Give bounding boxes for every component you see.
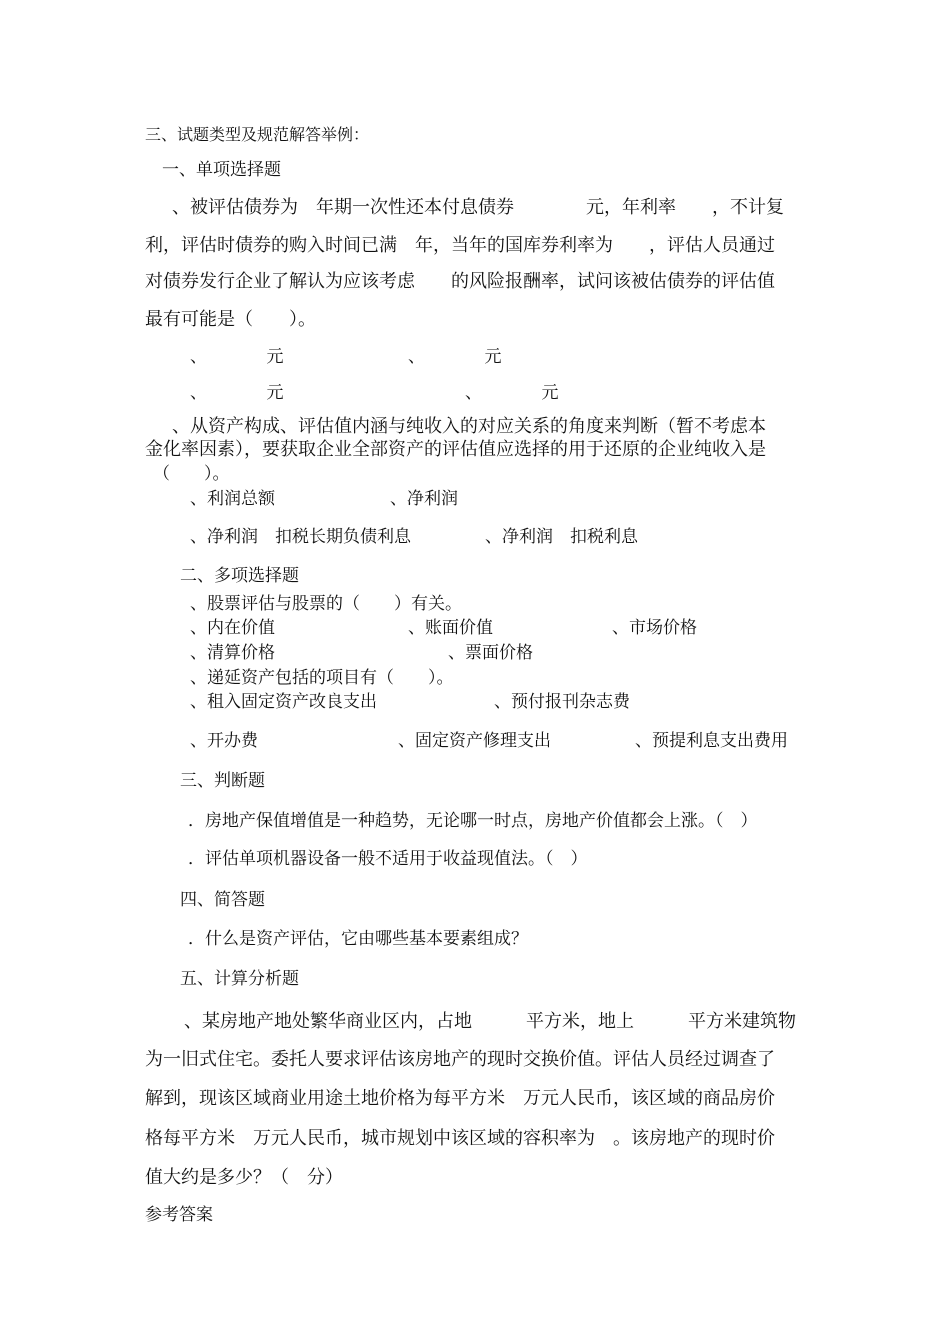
sec2-q1-option-b: 、账面价值 <box>408 618 493 638</box>
section-heading: 三、试题类型及规范解答举例： <box>145 125 370 144</box>
sec5-title: 五、计算分析题 <box>180 969 299 989</box>
sec4-title: 四、简答题 <box>180 890 265 910</box>
sec1-q2-option-b: 、净利润 <box>390 489 458 509</box>
sec1-q2-option-d: 、净利润 扣税利息 <box>485 527 638 547</box>
sec2-q2-option-b: 、预付报刊杂志费 <box>494 692 630 712</box>
sec1-q1-line2: 利，评估时债券的购入时间已满 年，当年的国库券利率为 ，评估人员通过 <box>145 235 775 256</box>
sec5-q1-line1: 、某房地产地处繁华商业区内，占地 平方米，地上 平方米建筑物 <box>184 1011 796 1032</box>
sec2-q1-option-a: 、内在价值 <box>190 618 275 638</box>
sec2-q1-option-c: 、市场价格 <box>612 618 697 638</box>
sec5-q1-line5: 值大约是多少？（ 分） <box>145 1167 343 1188</box>
sec1-q1-line1: 、被评估债券为 年期一次性还本付息债券 元，年利率 ，不计复 <box>172 197 784 218</box>
sec1-q1-line4: 最有可能是（ ）。 <box>145 309 316 330</box>
sec3-q2: ．评估单项机器设备一般不适用于收益现值法。（ ） <box>188 849 588 869</box>
sec2-q2-stem: 、递延资产包括的项目有（ ）。 <box>190 668 454 688</box>
sec1-q1-option-a: 、 元 <box>190 347 284 367</box>
sec1-q2-option-a: 、利润总额 <box>190 489 275 509</box>
sec2-q1-option-d: 、清算价格 <box>190 643 275 663</box>
sec2-title: 二、多项选择题 <box>180 566 299 586</box>
sec2-q1-option-e: 、票面价格 <box>448 643 533 663</box>
sec2-q2-option-e: 、预提利息支出费用 <box>635 731 788 751</box>
sec5-q1-line3: 解到，现该区域商业用途土地价格为每平方米 万元人民币，该区域的商品房价 <box>145 1088 775 1109</box>
sec2-q2-option-d: 、固定资产修理支出 <box>398 731 551 751</box>
sec1-title: 一、单项选择题 <box>162 160 281 180</box>
sec1-q1-line3: 对债券发行企业了解认为应该考虑 的风险报酬率，试问该被估债券的评估值 <box>145 271 775 292</box>
sec2-q2-option-c: 、开办费 <box>190 731 258 751</box>
sec5-q1-line2: 为一旧式住宅。委托人要求评估该房地产的现时交换价值。评估人员经过调查了 <box>145 1049 775 1070</box>
sec1-q1-option-d: 、 元 <box>465 383 559 403</box>
sec1-q2-option-c: 、净利润 扣税长期负债利息 <box>190 527 411 547</box>
sec2-q2-option-a: 、租入固定资产改良支出 <box>190 692 377 712</box>
sec5-q1-line4: 格每平方米 万元人民币，城市规划中该区域的容积率为 。该房地产的现时价 <box>145 1128 775 1149</box>
sec3-title: 三、判断题 <box>180 771 265 791</box>
sec1-q2-line1: 、从资产构成、评估值内涵与纯收入的对应关系的角度来判断（暂不考虑本 <box>172 416 766 437</box>
sec4-q1: ．什么是资产评估，它由哪些基本要素组成？ <box>188 929 528 949</box>
answers-label: 参考答案 <box>145 1205 213 1225</box>
sec1-q2-line3: （ ）。 <box>153 464 230 484</box>
sec1-q1-option-b: 、 元 <box>408 347 502 367</box>
sec1-q2-line2: 金化率因素），要获取企业全部资产的评估值应选择的用于还原的企业纯收入是 <box>145 439 766 460</box>
sec3-q1: ．房地产保值增值是一种趋势，无论哪一时点，房地产价值都会上涨。（ ） <box>188 811 758 831</box>
sec2-q1-stem: 、股票评估与股票的（ ）有关。 <box>190 594 462 614</box>
sec1-q1-option-c: 、 元 <box>190 383 284 403</box>
